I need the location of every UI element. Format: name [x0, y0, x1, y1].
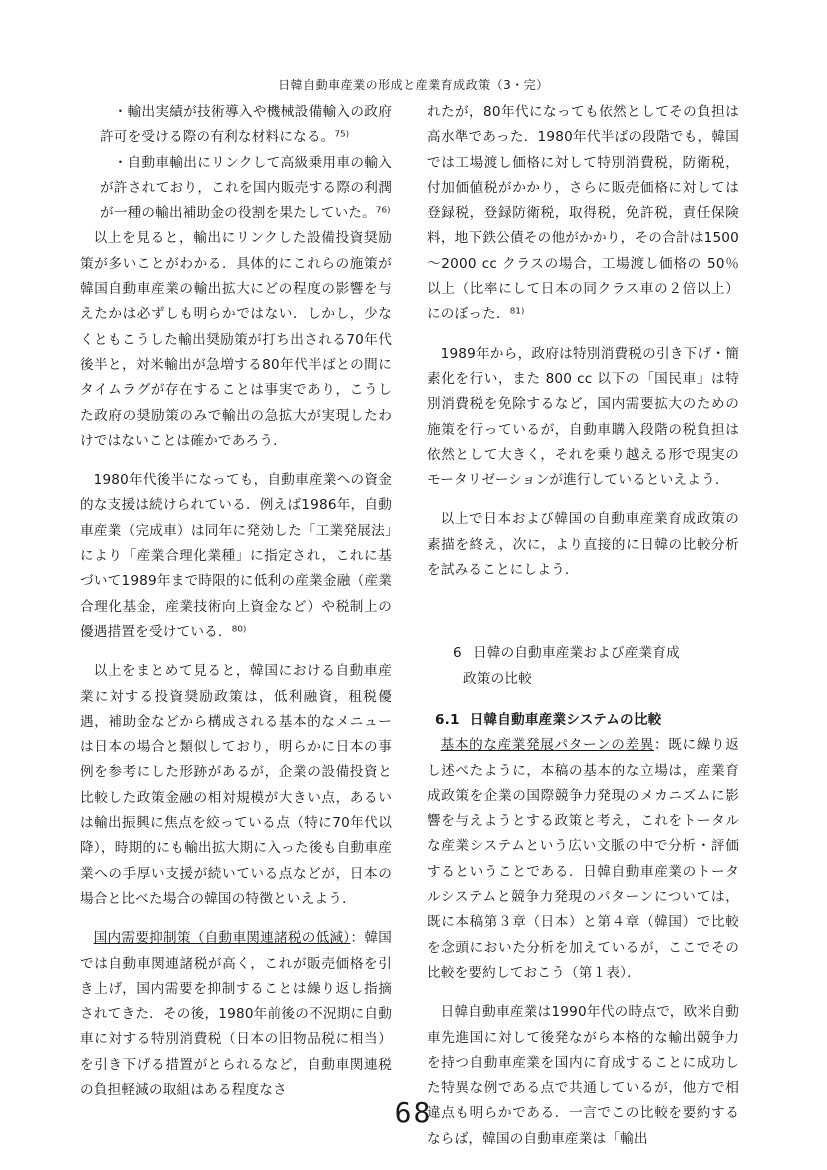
- subsection-number: 6.1: [435, 711, 460, 728]
- body-paragraph: [427, 733, 739, 986]
- bullet-item: ・自動車輸出にリンクして高級乗用車の輸入が許されており，これを国内販売する際の利潤が一種の輸出補助金の役割を果たしていた。⁷⁶⁾: [100, 154, 392, 222]
- body-paragraph: [80, 926, 392, 1103]
- page-number: 68: [394, 1096, 433, 1129]
- section-heading: [427, 641, 739, 692]
- paragraph-text: ：韓国では自動車関連諸税が高く，これが販売価格を引き上げ，国内需要を抑制することは繰り返し指摘されてきた．その後，1980年前後の不況期に自動車に対する特別消費税（日本の旧物品税に相当）を引き下げる措置がとられるなど，自動車関連税の負担軽減の取組はある程度なさ: [80, 930, 392, 1098]
- section-title-line-1: 日韓の自動車産業および産業育成: [473, 645, 680, 662]
- body-paragraph: 日韓自動車産業は1990年代の時点で，欧米自動車先進国に対して後発ながら本格的な輸出競争力を持つ自動車産業を国内に育成することに成功した特異な例である点で共通しているが，他方で相違点も明らかである．一言でこの比較を要約するならば，韓国の自動車産業は「輸出: [427, 1004, 739, 1147]
- section-title-line-2: 政策の比較: [463, 670, 532, 687]
- body-paragraph: れたが，80年代になっても依然としてその負担は高水準であった．1980年代半ばの段階でも，韓国では工場渡し価格に対して特別消費税，防衛税，付加価値税がかかり，さらに販売価格に対しては登録税，登録防衛税，取得税，免許税，責任保険料，地下鉄公債その他がかかり，その合計は1500～2000 cc クラスの場合，工場渡し価格の 50％ 以上（比率にして日本の同クラス車の２倍以上）にのぼった．⁸¹⁾: [427, 104, 739, 323]
- subsection-title: 日韓自動車産業システムの比較: [469, 711, 662, 728]
- bullet-item: ・輸出実績が技術導入や機械設備輸入の政府許可を受ける際の有利な材料になる。⁷⁵⁾: [100, 104, 392, 146]
- section-number: 6: [453, 645, 462, 662]
- body-paragraph: 以上をまとめて見ると，韓国における自動車産業に対する投資奨励政策は，低利融資，租税優遇，補助金などから構成される基本的なメニューは日本の場合と類似しており，明らかに日本の事例を参考にした形跡があるが，企業の設備投資と比較した政策金融の相対規模が大きい点，あるいは輸出振興に焦点を絞っている点（特に70年代以降），時期的にも輸出拡大期に入った後も自動車産業への手厚い支援が続いている点などが，日本の場合と比べた場合の韓国の特徴といえよう．: [80, 663, 392, 907]
- paragraph-text: ：既に繰り返し述べたように，本稿の基本的な立場は，産業育成政策を企業の国際競争力発現のメカニズムに影響を与えようとする政策と考え，これをトータルな産業システムという広い文脈の中で分析・評価するということである．日韓自動車産業のトータルシステムと競争力発現のパターンについては，既に本稿第３章（日本）と第４章（韓国）で比較を念頭においた分析を加えているが，ここでその比較を要約しておこう（第１表）．: [427, 737, 739, 981]
- right-column: [427, 100, 739, 1152]
- body-paragraph: 以上を見ると，輸出にリンクした設備投資奨励策が多いことがわかる．具体的にこれらの施策が韓国自動車産業の輸出拡大にどの程度の影響を与えたかは必ずしも明らかではない．しかし，少なくともこうした輸出奨励策が打ち出される70年代後半と，対米輸出が急増する80年代半ばとの間にタイムラグが存在することは事実であり，こうした政府の奨励策のみで輸出の急拡大が実現したわけではないことは確かであろう．: [80, 230, 392, 449]
- subsection-heading: [427, 708, 739, 733]
- body-paragraph: 以上で日本および韓国の自動車産業育成政策の素描を終え，次に，より直接的に日韓の比較分析を試みることにしよう．: [427, 511, 739, 579]
- body-paragraph: 1980年代後半になっても，自動車産業への資金的な支援は続けられている．例えば1986年，自動車産業（完成車）は同年に発効した「工業発展法」により「産業合理化業種」に指定され，これに基づいて1989年まで時限的に低利の産業金融（産業合理化基金，産業技術向上資金など）や税制上の優遇措置を受けている．⁸⁰⁾: [80, 472, 392, 640]
- left-column: [80, 100, 392, 1103]
- body-paragraph: 1989年から，政府は特別消費税の引き下げ・簡素化を行い，また 800 cc 以下の「国民車」は特別消費税を免除するなど，国内需要拡大のための施策を行っているが，自動車購入段階の税負担は依然として大きく，それを乗り越える形で現実のモータリゼーションが進行しているといえよう．: [427, 345, 739, 489]
- running-header: 日韓自動車産業の形成と産業育成政策（3・完）: [278, 78, 549, 92]
- paragraph-lead-heading: 基本的な産業発展パターンの差異: [440, 737, 654, 754]
- paragraph-lead-heading: 国内需要抑制策（自動車関連諸税の低減）: [93, 930, 351, 947]
